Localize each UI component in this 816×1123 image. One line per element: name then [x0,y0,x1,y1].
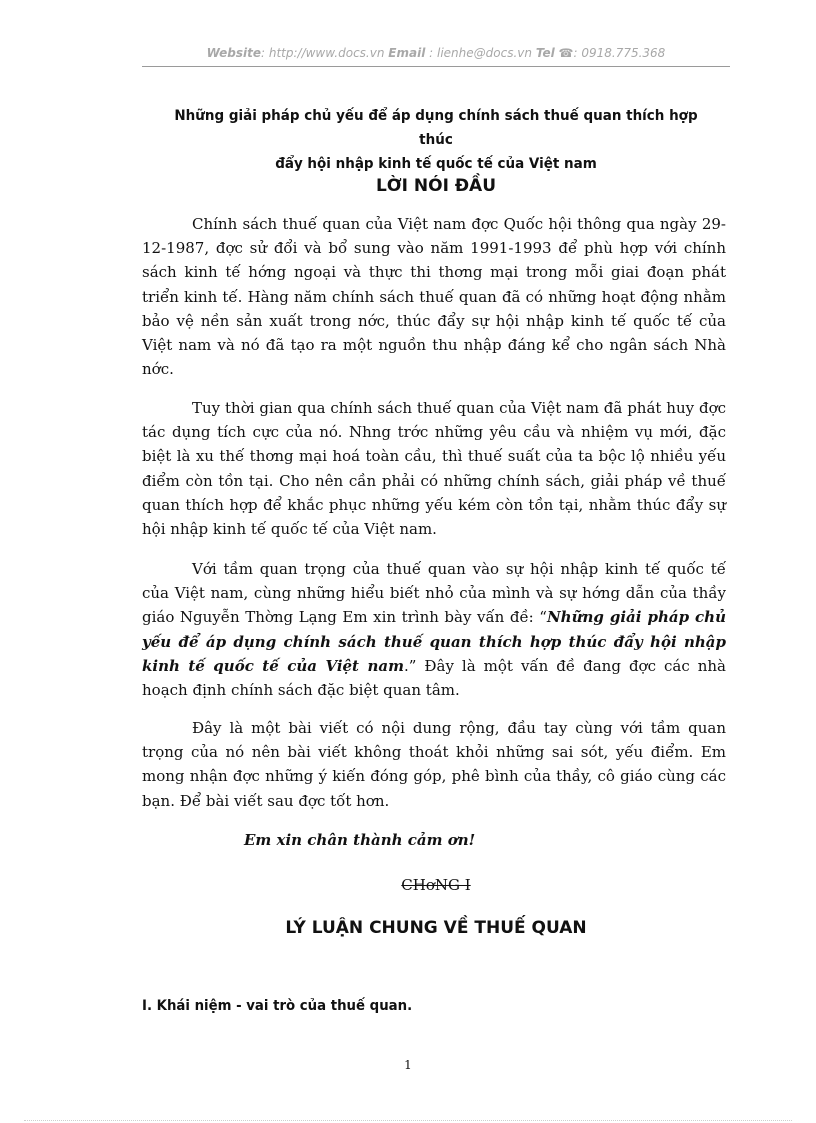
tel-label: Tel [535,46,555,60]
header-divider [142,66,730,67]
page-bottom-border [24,1120,792,1121]
website-label: Website [206,46,261,60]
section-heading: I. Khái niệm - vai trò của thuế quan. [142,998,413,1014]
preface-paragraph-1: Chính sách thuế quan của Việt nam đợc Quốc hội thông qua ngày 29-12-1987, đợc sử đổi và bổ sung vào năm 1991-1993 để phù hợp với chính sách kinh tế hớng ngoại và thực thi thơng mại trong mỗi giai đoạn phát triển kinh tế. Hàng năm chính sách thuế quan đã có những hoạt động nhằm bảo vệ nền sản xuất trong nớc, thúc đẩy sự hội nhập kinh tế quốc tế của Việt nam và nó đã tạo ra một nguồn thu nhập đáng kể cho ngân sách Nhà nớc. [142,215,726,379]
preface-paragraph-3-outro: .” Đây là một vấn đề đang đợc các nhà hoạch định chính sách đặc biệt quan tâm. [142,656,727,700]
page-header [142,46,730,60]
chapter-heading: LÝ LUẬN CHUNG VỀ THUẾ QUAN [285,918,587,938]
email-value: : lienhe@docs.vn [429,46,532,60]
website-value: : http://www.docs.vn [261,46,385,60]
page-number: 1 [404,1058,412,1072]
tel-value: : 0918.775.368 [573,46,666,60]
preface-paragraph-3 [142,557,726,702]
thanks-line: Em xin chân thành cảm ơn! [244,831,476,849]
preface-paragraph-2: Tuy thời gian qua chính sách thuế quan của Việt nam đã phát huy đợc tác dụng tích cực của nó. Nhng trớc những yêu cầu và nhiệm vụ mới, đặc biệt là xu thế thơng mại hoá toàn cầu, thì thuế suất của ta bộc lộ nhiều yếu điểm còn tồn tại. Cho nên cần phải có những chính sách, giải pháp về thuế quan thích hợp để khắc phục những yếu kém còn tồn tại, nhằm thúc đẩy sự hội nhập kinh tế quốc tế của Việt nam. [142,399,726,539]
email-label: Email [388,46,426,60]
chapter-label: CHơNG I [401,876,471,894]
topic-title-emphasis: Những giải pháp chủ yếu để áp dụng chính sách thuế quan thích hợp thúc đẩy hội nhập kinh tế quốc tế của Việt nam [142,608,726,675]
document-title-line-2: đẩy hội nhập kinh tế quốc tế của Việt nam [275,156,597,172]
preface-paragraph-3-intro: Với tầm quan trọng của thuế quan vào sự hội nhập kinh tế quốc tế của Việt nam, cùng những hiểu biết nhỏ của mình và sự hớng dẫn của thầy giáo Nguyễn Thờng Lạng Em xin trình bày vấn đề: “ [142,560,726,627]
preface-heading: LỜI NÓI ĐẦU [375,176,497,196]
phone-icon: ☎ [558,46,574,60]
preface-paragraph-4: Đây là một bài viết có nội dung rộng, đầu tay cùng với tầm quan trọng của nó nên bài viết không thoát khỏi những sai sót, yếu điểm. Em mong nhận đợc những ý kiến đóng góp, phê bình của thầy, cô giáo cùng các bạn. Để bài viết sau đợc tốt hơn. [142,719,726,810]
document-title-line-1: Những giải pháp chủ yếu để áp dụng chính sách thuế quan thích hợp thúc [174,108,698,148]
document-title [163,104,710,176]
